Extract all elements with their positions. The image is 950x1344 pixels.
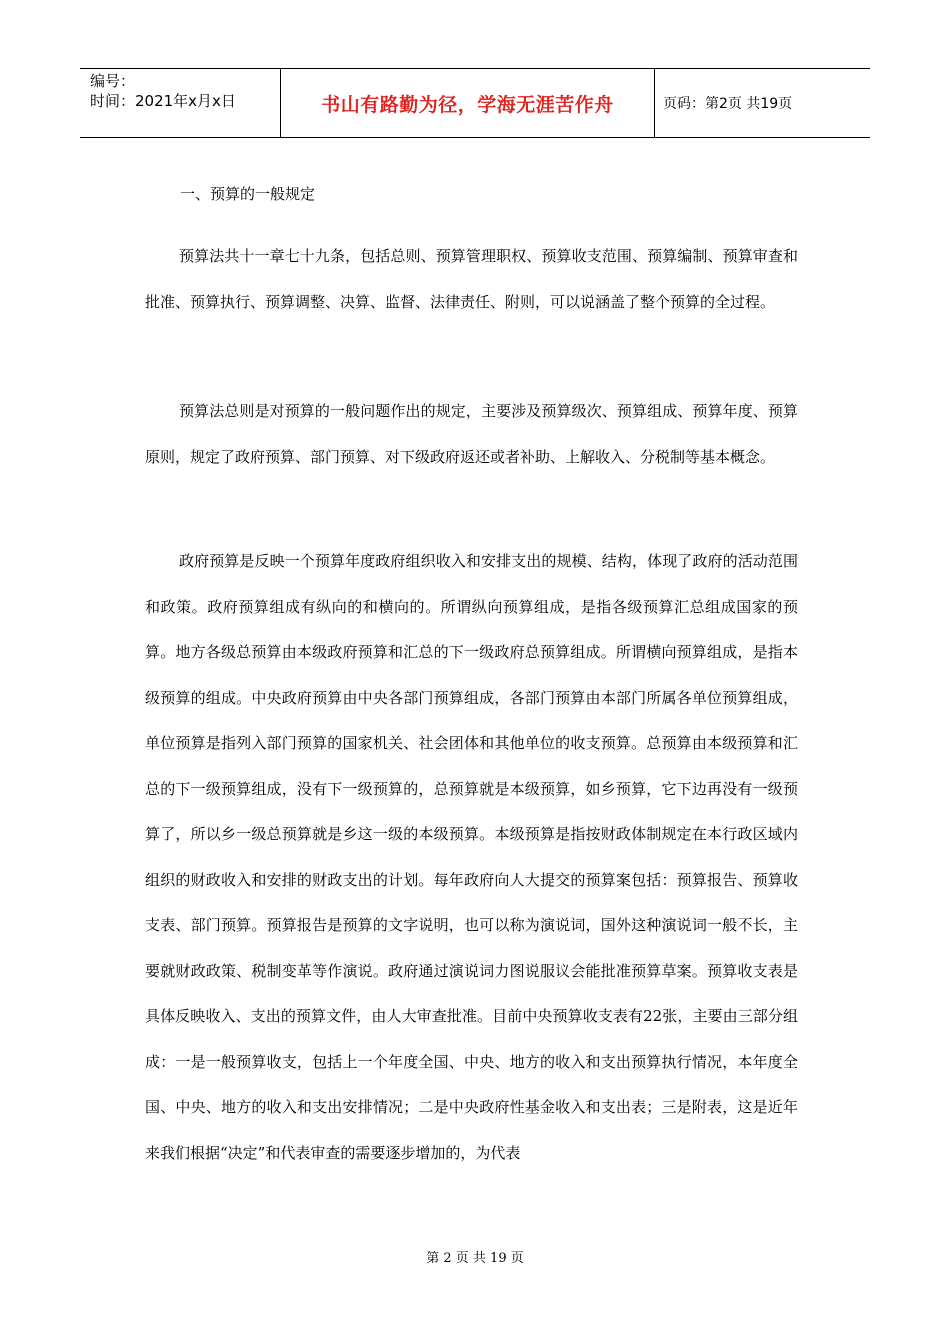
body-paragraph: 预算法总则是对预算的一般问题作出的规定，主要涉及预算级次、预算组成、预算年度、预算原则，规定了政府预算、部门预算、对下级政府返还或者补助、上解收入、分税制等基本概念。 <box>145 402 798 466</box>
header-table <box>80 68 870 138</box>
page-footer: 第 2 页 共 19 页 <box>426 1251 524 1266</box>
document-date-label: 时间：2021年x月x日 <box>90 92 236 110</box>
header-motto: 书山有路勤为径，学海无涯苦作舟 <box>281 69 655 137</box>
body-paragraph: 预算法共十一章七十九条，包括总则、预算管理职权、预算收支范围、预算编制、预算审查和批准、预算执行、预算调整、决算、监督、法律责任、附则，可以说涵盖了整个预算的全过程。 <box>145 247 798 311</box>
header-meta-cell <box>80 69 281 137</box>
body-paragraph: 政府预算是反映一个预算年度政府组织收入和安排支出的规模、结构，体现了政府的活动范围和政策。政府预算组成有纵向的和横向的。所谓纵向预算组成，是指各级预算汇总组成国家的预算。地方各级总预算由本级政府预算和汇总的下一级政府总预算组成。所谓横向预算组成，是指本级预算的组成。中央政府预算由中央各部门预算组成，各部门预算由本部门所属各单位预算组成，单位预算是指列入部门预算的国家机关、社会团体和其他单位的收支预算。总预算由本级预算和汇总的下一级预算组成，没有下一级预算的，总预算就是本级预算，如乡预算，它下边再没有一级预算了，所以乡一级总预算就是乡这一级的本级预算。本级预算是指按财政体制规定在本行政区域内组织的财政收入和安排的财政支出的计划。每年政府向人大提交的预算案包括：预算报告、预算收支表、部门预算。预算报告是预算的文字说明，也可以称为演说词，国外这种演说词一般不长，主要就财政政策、税制变革等作演说。政府通过演说词力图说服议会能批准预算草案。预算收支表是具体反映收入、支出的预算文件，由人大审查批准。目前中央预算收支表有22张，主要由三部分组成：一是一般预算收支，包括上一个年度全国、中央、地方的收入和支出预算执行情况，本年度全国、中央、地方的收入和支出安排情况；二是中央政府性基金收入和支出表；三是附表，这是近年来我们根据“决定”和代表审查的需要逐步增加的，为代表 <box>145 552 798 1162</box>
section-title: 一、预算的一般规定 <box>180 185 316 203</box>
header-page-info: 页码：第2页 共19页 <box>663 96 793 112</box>
document-number-label: 编号： <box>90 72 136 90</box>
